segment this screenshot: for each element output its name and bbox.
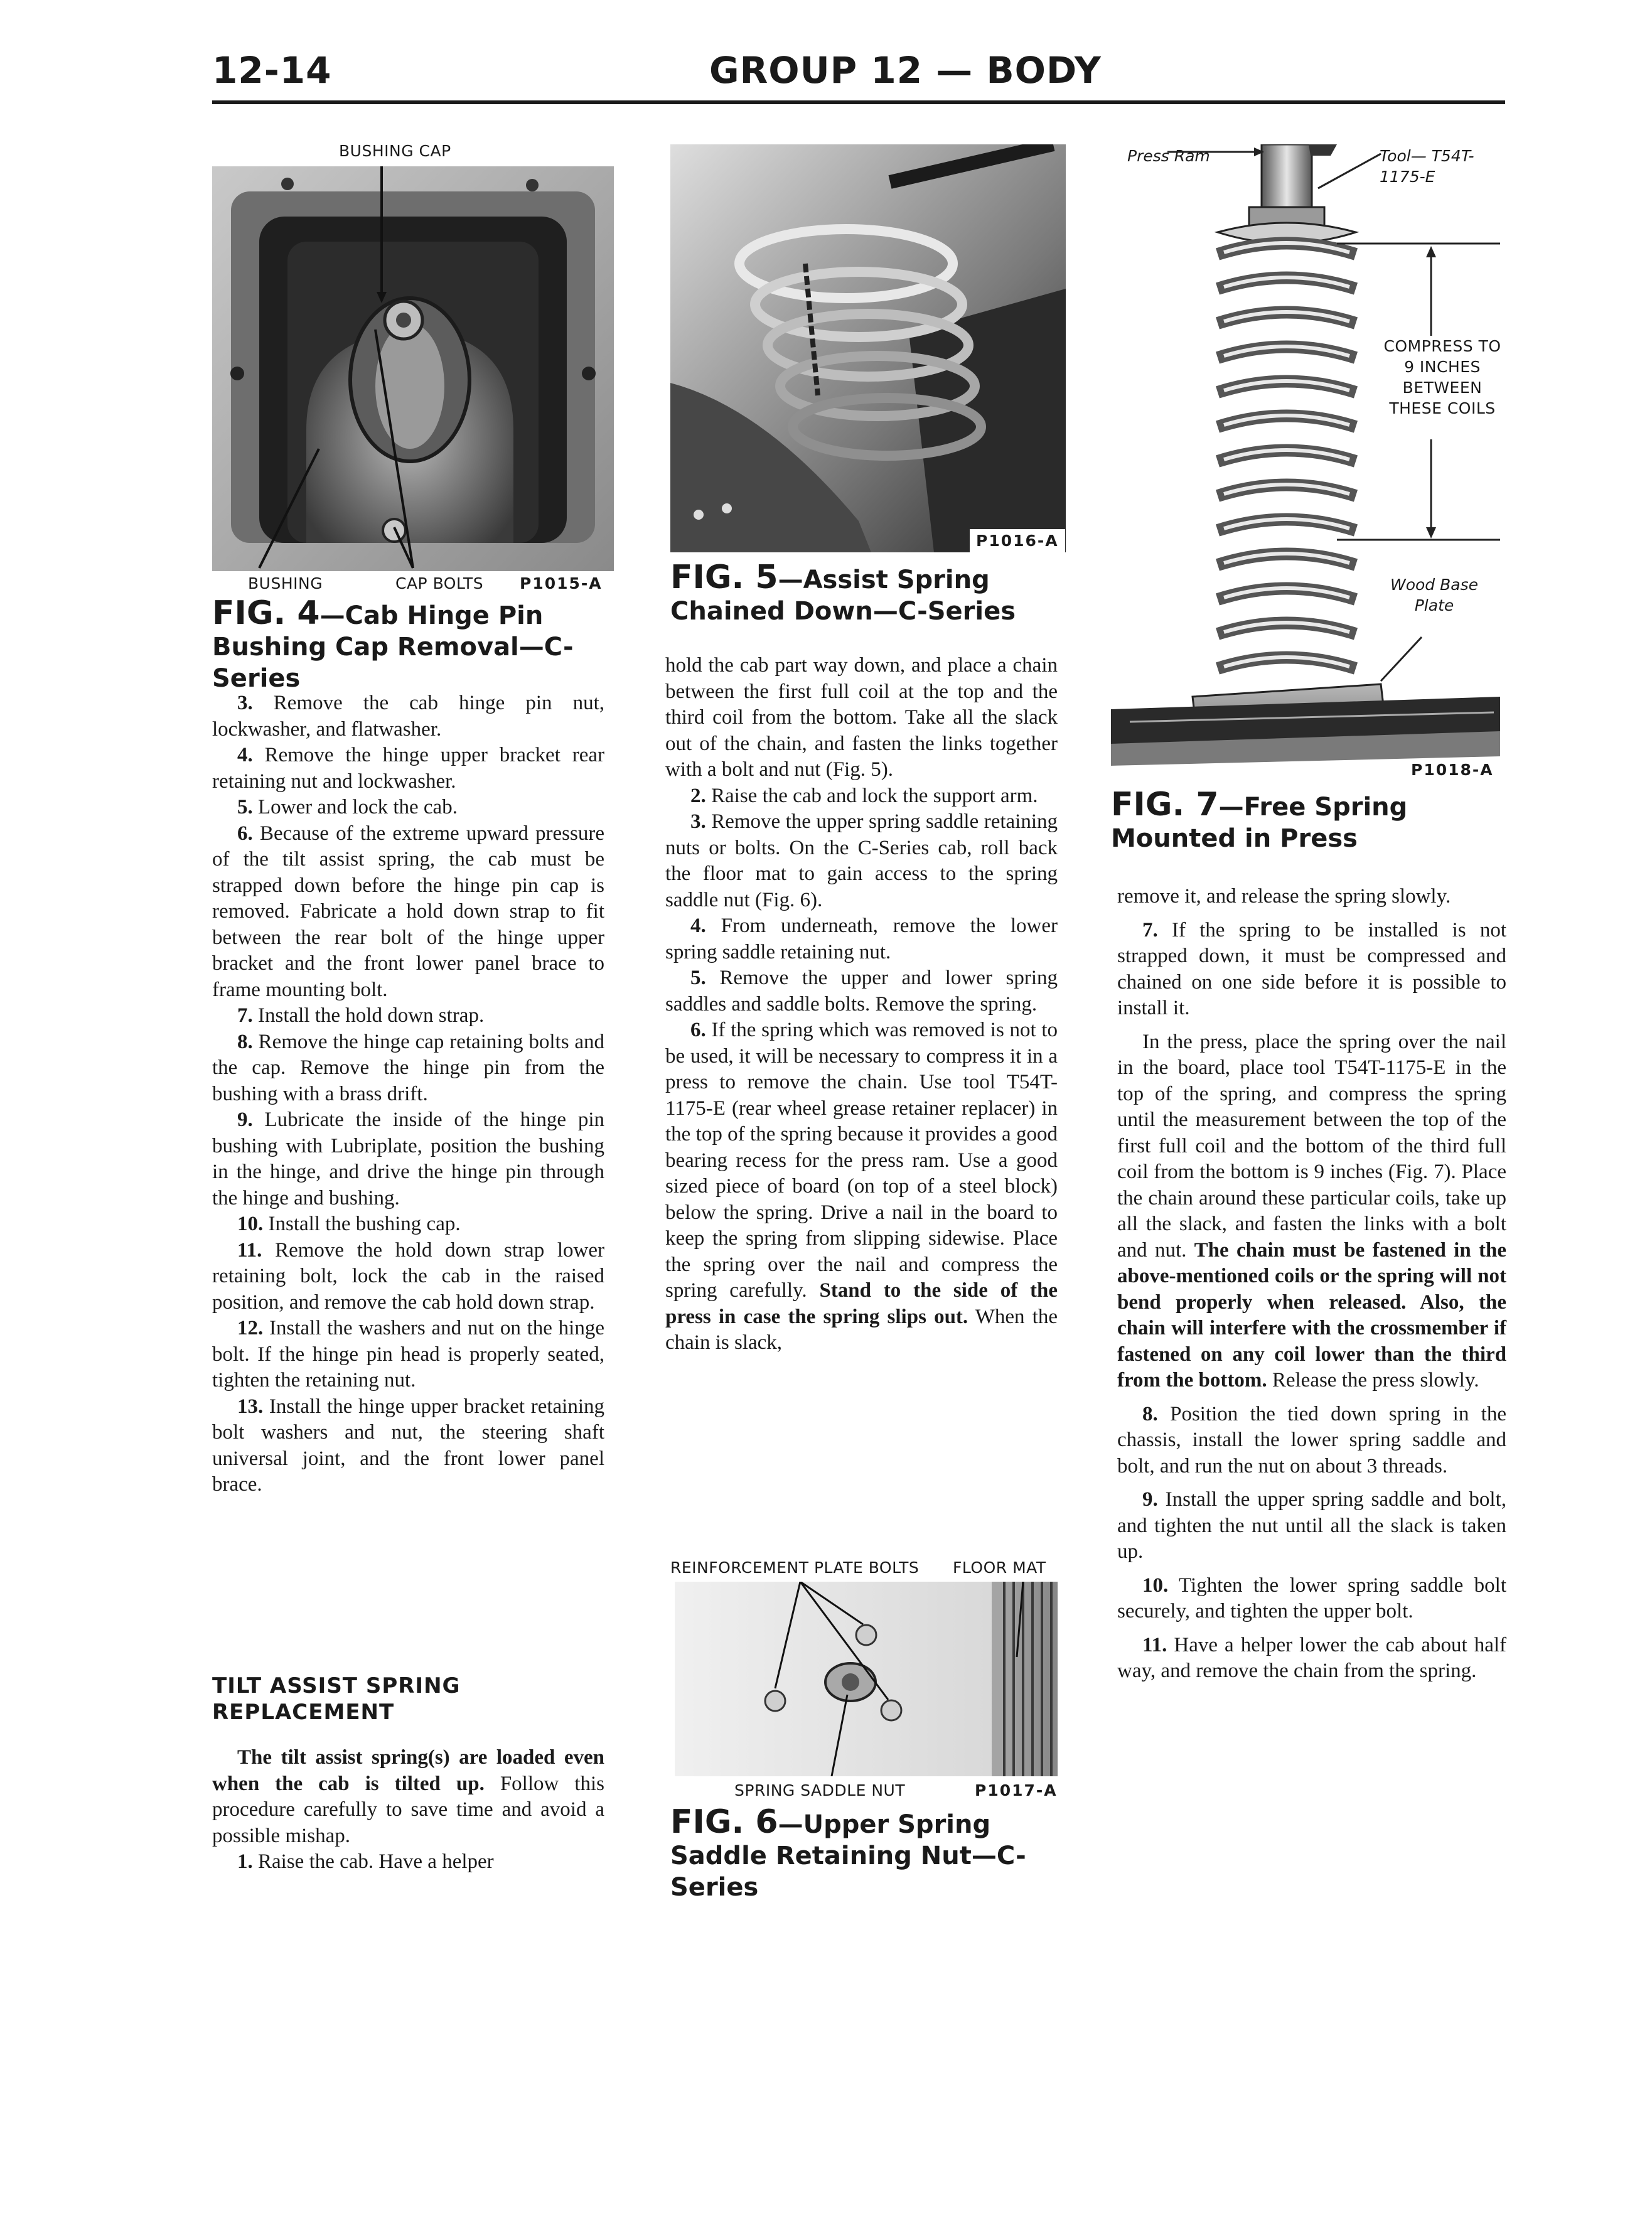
step-10: 10. Install the bushing cap.: [237, 1213, 461, 1235]
fig4-photo: [212, 166, 614, 571]
fig6-label-floor-mat: FLOOR MAT: [953, 1558, 1046, 1577]
fig6-photo: [675, 1582, 1058, 1776]
step-9: 9. Lubricate the inside of the hinge pin bushing with Lubriplate, position the bushing in the hinge, and drive the hinge pin through the hinge and bushing.: [212, 1108, 604, 1209]
step-3: 3. Remove the cab hinge pin nut, lockwasher, and flatwasher.: [212, 692, 604, 741]
step-5: 5. Lower and lock the cab.: [237, 796, 458, 818]
page-number: 12-14: [212, 49, 332, 92]
step-4: 4. Remove the hinge upper bracket rear retaining nut and lockwasher.: [212, 744, 604, 793]
fig4-label-cap-bolts: CAP BOLTS: [395, 574, 484, 593]
fig6-caption-text: —Upper Spring Saddle Retaining Nut—C-Series: [670, 1810, 1026, 1902]
fig7-label-press-ram: Press Ram: [1127, 147, 1210, 165]
fig6-label-plate-bolts: REINFORCEMENT PLATE BOLTS: [670, 1558, 920, 1577]
replace-step-8: 8. Position the tied down spring in the chassis, install the lower spring saddle and bolt, and run the nut on about 3 threads.: [1117, 1402, 1506, 1478]
step-11: 11. Remove the hold down strap lower retaining bolt, lock the cab in the raised position, and remove the cab hold down strap.: [212, 1238, 604, 1314]
replace-step-5: 5. Remove the upper and lower spring saddles and saddle bolts. Remove the spring.: [665, 967, 1058, 1016]
column-2: [665, 653, 1058, 1356]
fig6-code: P1017-A: [975, 1781, 1058, 1799]
warning-paragraph: The tilt assist spring(s) are loaded even when the cab is tilted up. Follow this procedure carefully to save time and avoid a possible mishap.: [212, 1746, 604, 1847]
step-7: 7. Install the hold down strap.: [237, 1004, 485, 1027]
fig7-photo: [1111, 144, 1500, 797]
column-3: [1117, 884, 1506, 1685]
replace-step-11: 11. Have a helper lower the cab about half way, and remove the chain from the spring.: [1117, 1633, 1506, 1682]
replace-step-4: 4. From underneath, remove the lower spring saddle retaining nut.: [665, 914, 1058, 963]
replace-step-1: 1. Raise the cab. Have a helper: [237, 1850, 494, 1873]
fig7-label-tool: Tool— T54T-1175-E: [1380, 147, 1474, 186]
step-12: 12. Install the washers and nut on the hinge bolt. If the hinge pin head is properly seated, tighten the retaining nut.: [212, 1317, 604, 1392]
fig4-number: FIG. 4: [212, 594, 320, 632]
continued-paragraph: hold the cab part way down, and place a chain between the first full coil at the top and the third coil from the bottom. Take all the slack out of the chain, and fasten the links together with a bolt and nut (Fig. 5).: [665, 654, 1058, 781]
replace-step-2: 2. Raise the cab and lock the support arm.: [690, 784, 1038, 807]
replace-step-3: 3. Remove the upper spring saddle retaining nuts or bolts. On the C-Series cab, roll back the floor mat to gain access to the spring saddle nut (Fig. 6).: [665, 810, 1058, 911]
fig4-caption-text: —Cab Hinge Pin Bushing Cap Removal—C-Series: [212, 601, 574, 693]
fig7-caption: [1111, 786, 1488, 854]
fig7-spring-press-illustration: [1111, 144, 1500, 797]
fig5-caption-text: —Assist Spring Chained Down—C-Series: [670, 566, 1016, 626]
fig4-cab-hinge-illustration: [212, 166, 614, 571]
step-13: 13. Install the hinge upper bracket retaining bolt washers and nut, the steering shaft universal joint, and the front lower panel brace.: [212, 1395, 604, 1496]
fig7-label-wood: Wood Base Plate: [1390, 576, 1478, 614]
replace-step-10: 10. Tighten the lower spring saddle bolt securely, and tighten the upper bolt.: [1117, 1574, 1506, 1622]
fig4-code: P1015-A: [520, 574, 603, 593]
fig7-number: FIG. 7: [1111, 786, 1219, 823]
fig4-label-bushing: BUSHING: [248, 574, 323, 593]
fig7-label-compress: COMPRESS TO 9 INCHES BETWEEN THESE COILS: [1380, 336, 1505, 419]
header-rule: [212, 100, 1505, 104]
column-1-lower: [212, 1745, 604, 1875]
continued-paragraph-3: remove it, and release the spring slowly.: [1117, 885, 1451, 908]
fig5-chained-spring-illustration: [670, 144, 1066, 552]
replace-step-9: 9. Install the upper spring saddle and bolt, and tighten the nut until all the slack is taken up.: [1117, 1488, 1506, 1563]
group-title: GROUP 12 — BODY: [709, 49, 1102, 92]
section-heading: TILT ASSIST SPRING REPLACEMENT: [212, 1673, 461, 1725]
step-6: 6. Because of the extreme upward pressure of the tilt assist spring, the cab must be strapped down before the hinge pin cap is removed. Fabricate a hold down strap to fit between the rear bolt of the hinge upper bracket and the front lower panel brace to frame mounting bolt.: [212, 822, 604, 1001]
replace-step-7: 7. If the spring to be installed is not strapped down, it must be compressed and chained on one side before it is possible to install it.: [1117, 918, 1506, 1019]
fig7-caption-text: —Free Spring Mounted in Press: [1111, 793, 1408, 853]
fig4-label-bushing-cap: BUSHING CAP: [339, 142, 451, 160]
fig7-code: P1018-A: [1406, 759, 1499, 780]
fig6-label-saddle-nut: SPRING SADDLE NUT: [734, 1781, 906, 1799]
replace-step-6: 6. If the spring which was removed is not to be used, it will be necessary to compress it in a press to remove the chain. Use tool T54T-1175-E (rear wheel grease retainer replacer) in the top of the spring because it provides a good bearing recess for the press ram. Use a good sized piece of board (on top of a steel block) below the spring. Drive a nail in the board to keep the spring from slipping sidewise. Place the spring over the nail and compress the spring carefully. Stand to the side of the press in case the spring slips out. When the chain is slack,: [665, 1019, 1058, 1354]
fig5-code: P1016-A: [970, 529, 1065, 552]
press-paragraph: In the press, place the spring over the nail in the board, place tool T54T-1175-E in the top of the spring, and compress the spring until the measurement between the top of the first full coil and the bottom of the third full coil from the bottom is 9 inches (Fig. 7). Place the chain around these particular coils, take up all the slack, and fasten the links with a bolt and nut. The chain must be fastened in the above-mentioned coils or the spring will not bend properly when released. Also, the chain will interfere with the crossmember if fastened on any coil lower than the third from the bottom. Release the press slowly.: [1117, 1030, 1506, 1392]
fig5-number: FIG. 5: [670, 559, 778, 596]
fig6-caption: [670, 1803, 1066, 1903]
fig5-photo: [670, 144, 1066, 552]
column-1: [212, 690, 604, 1498]
step-8: 8. Remove the hinge cap retaining bolts and the cap. Remove the hinge pin from the bushing with a brass drift.: [212, 1030, 604, 1105]
fig5-caption: [670, 559, 1066, 627]
fig4-caption: [212, 594, 614, 694]
fig6-number: FIG. 6: [670, 1803, 778, 1841]
fig6-saddle-nut-illustration: [675, 1582, 1058, 1776]
